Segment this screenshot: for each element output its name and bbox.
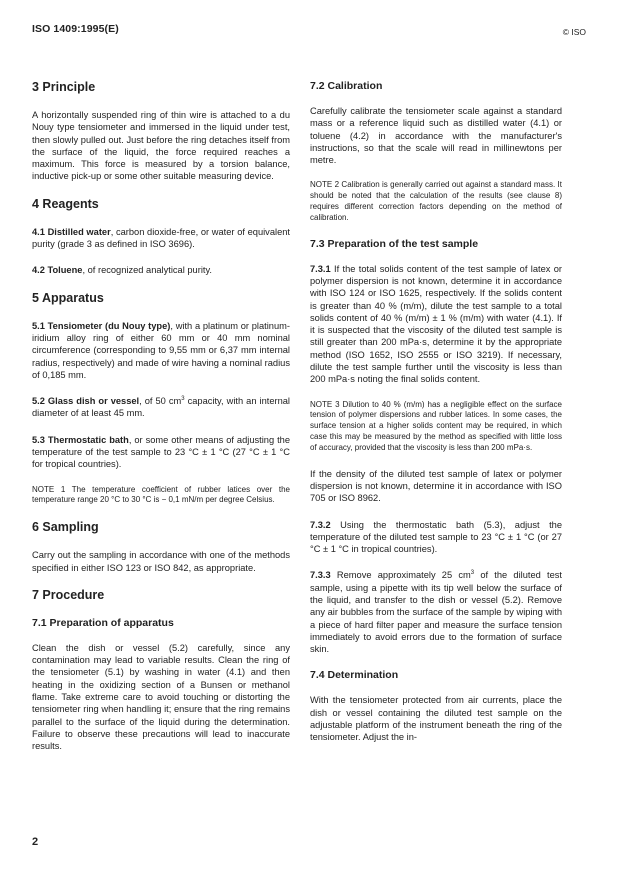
- section-7-1-title: 7.1 Preparation of apparatus: [32, 616, 174, 629]
- clause-7-3-3: [310, 569, 562, 655]
- clause-4-2: [32, 264, 290, 276]
- note-2: NOTE 2 Calibration is generally carried out against a standard mass. It should be noted that the calculation of the results (see clause 8) requires different correction factors depending on the method of calibration.: [310, 180, 562, 222]
- section-7-title: 7 Procedure: [32, 587, 105, 602]
- clause-4-1-text: , carbon dioxide-free, or water of equivalent purity (grade 3 as defined in ISO 3696).: [32, 226, 290, 250]
- clause-7-3-3-text-b: of the diluted test sample, using a pipette with its tip well below the surface of the liquid, and transfer to the dish or vessel (5.2). Remove any air bubbles from the surface of the sample by wiping with a piece of hard filter paper and measure the surface tension immediately to avoid errors due to the formation of surface skin.: [310, 570, 563, 655]
- clause-7-3-2: [310, 519, 562, 556]
- section-4-title: 4 Reagents: [32, 196, 99, 211]
- clause-5-2-sup: 3: [181, 396, 185, 403]
- clause-5-3: [32, 434, 290, 471]
- clause-5-3-text: , or some other means of adjusting the temperature of the test sample to 23 °C ± 1 °C (27 °C ± 1 °C for tropical countries).: [32, 434, 291, 470]
- clause-4-2-label: 4.2 Toluene: [32, 265, 83, 276]
- section-7-3-title: 7.3 Preparation of the test sample: [310, 237, 479, 250]
- note-3: NOTE 3 Dilution to 40 % (m/m) has a negligible effect on the surface tension of polymer dispersions and rubber latices. In some cases, the surface tension at a higher solids content may be required, in which case this may be measured by the method as specified with little loss of accuracy, provided that the viscosity is less than 200 mPa·s.: [310, 399, 562, 452]
- clause-4-2-text: , of recognized analytical purity.: [82, 265, 213, 276]
- section-6-text: Carry out the sampling in accordance with one of the methods specified in either ISO 123 or ISO 842, as appropriate.: [32, 550, 290, 573]
- standard-id: ISO 1409:1995(E): [32, 23, 119, 35]
- clause-7-3-2-label: 7.3.2: [310, 519, 331, 530]
- clause-5-1: [32, 320, 290, 381]
- clause-5-2-text-a: , of 50 cm: [139, 396, 182, 407]
- clause-7-3-3-label: 7.3.3: [310, 570, 331, 581]
- section-6-title: 6 Sampling: [32, 520, 99, 535]
- section-7-4-text: With the tensiometer protected from air currents, place the dish or vessel containing the diluted test sample on the adjustable platform of the instrument beneath the ring of the tensiometer. Adjust the in-: [310, 695, 562, 743]
- clause-7-3-1-text2: If the density of the diluted test sample of latex or polymer dispersion is not known, determine it in accordance with ISO 705 or ISO 8962.: [310, 468, 562, 504]
- section-7-1-text: Clean the dish or vessel (5.2) carefully, since any contamination may lead to variable results. Clean the ring of the tensiometer (5.1) by washing in water (4.1) and then heating in the oxidizing section of a Bunsen or methanol flame. Take extreme care to avoid touching or distorting the tensiometer ring when handling it; ensure that the ring remains parallel to the surface of the liquid during the determination. Failure to observe these precautions will lead to inaccurate results.: [32, 642, 290, 752]
- copyright-mark: © ISO: [562, 27, 586, 37]
- clause-7-3-1: [310, 263, 562, 386]
- left-column: [32, 80, 290, 767]
- clause-7-3-3-text-a: Remove approximately 25 cm: [330, 570, 471, 581]
- section-7-2-title: 7.2 Calibration: [310, 80, 383, 92]
- clause-5-1-text: , with a platinum or platinum-iridium alloy ring of either 60 mm or 40 mm nominal circumference (corresponding to 9,55 mm or 6,37 mm internal radius, respectively) and made of wire having a nominal radius of 0,185 mm.: [32, 320, 290, 380]
- clause-7-3-3-sup: 3: [470, 570, 475, 577]
- right-column: [310, 80, 562, 758]
- page-number: 2: [32, 836, 39, 848]
- clause-5-2-text-b: capacity, with an internal diameter of at least 45 mm.: [32, 396, 290, 419]
- clause-4-1-label: 4.1 Distilled water: [32, 226, 111, 237]
- section-5-title: 5 Apparatus: [32, 290, 104, 305]
- section-3-text: A horizontally suspended ring of thin wire is attached to a du Nouy type tensiometer and immersed in the liquid under test, then slowly pulled out. Just before the ring detaches itself from the surface of the liquid, the force required reaches a maximum. This force is measured by a torsion balance, inductive pick-up or some other suitable measuring device.: [32, 110, 290, 182]
- clause-5-3-label: 5.3 Thermostatic bath: [32, 434, 129, 445]
- section-7-2-text: Carefully calibrate the tensiometer scale against a standard mass or a reference liquid such as distilled water (4.1) or toluene (4.2) in accordance with the manufacturer's instructions, so that the scale will read in millinewtons per metre.: [310, 106, 562, 166]
- clause-5-2-label: 5.2 Glass dish or vessel: [32, 396, 140, 407]
- clause-7-3-2-text: Using the thermostatic bath (5.3), adjust the temperature of the diluted test sample to 23 °C ± 1 °C (or 27 °C ± 1 °C in tropical countries).: [310, 519, 562, 555]
- note-1: NOTE 1 The temperature coefficient of rubber latices over the temperature range 20 °C to 30 °C is − 0,1 mN/m per degree Celsius.: [32, 484, 290, 505]
- section-7-4-title: 7.4 Determination: [310, 669, 399, 682]
- clause-5-1-label: 5.1 Tensiometer (du Nouy type): [32, 320, 171, 331]
- clause-7-3-1-text: If the total solids content of the test sample of latex or polymer dispersion is not known, determine it in accordance with ISO 124 or ISO 1625, respectively. If the solids content is greater than 40 % (m/m), dilute the test sample to a total solids content of 40 % (m/m) ± 1 % (m/m) with water (4.1). If it is suspected that the viscosity of the diluted test sample is still greater than 200 mPa·s, determine it by the appropriate method (ISO 1652, ISO 2555 or ISO 3219). If necessary, dilute the test sample further until the viscosity is less than 200 mPa·s noting the final solids content.: [310, 263, 562, 385]
- clause-7-3-1-label: 7.3.1: [310, 263, 331, 274]
- clause-4-1: [32, 226, 290, 251]
- clause-5-2: [32, 395, 290, 420]
- section-3-title: 3 Principle: [32, 80, 96, 94]
